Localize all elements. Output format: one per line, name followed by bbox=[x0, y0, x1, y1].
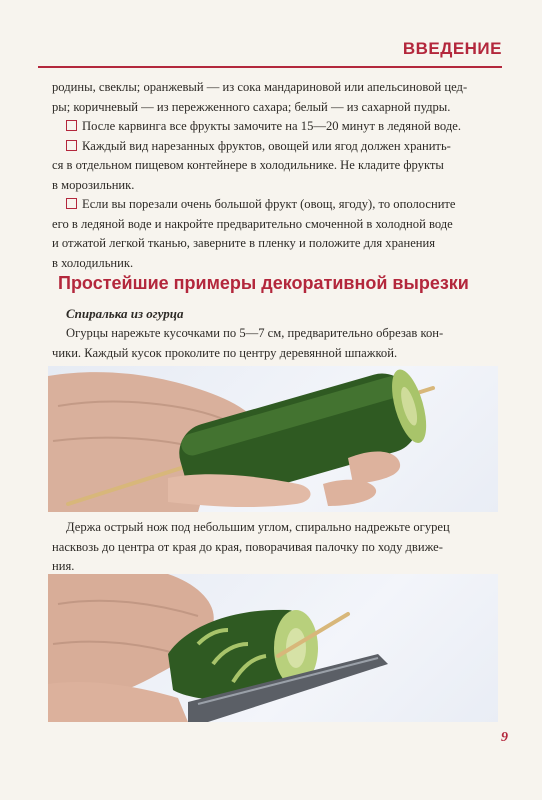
tip-text: После карвинга все фрукты замочите на 15—20 минут в ледяной воде. bbox=[82, 119, 461, 133]
paragraph-line: родины, свеклы; оранжевый — из сока мандариновой или апельсиновой цед- bbox=[52, 80, 468, 94]
page-header bbox=[0, 36, 542, 70]
checkbox-bullet-icon bbox=[66, 198, 77, 209]
tip-paragraph bbox=[52, 195, 500, 215]
paragraph-line: чики. Каждый кусок проколите по центру деревянной шпажкой. bbox=[52, 345, 398, 360]
header-rule bbox=[38, 66, 502, 68]
checkbox-bullet-icon bbox=[66, 140, 77, 151]
cucumber-cutting-photo bbox=[48, 574, 498, 722]
tip-text: Каждый вид нарезанных фруктов, овощей или ягод должен хранить- bbox=[82, 138, 451, 153]
paragraph-line: насквозь до центра от края до края, поворачивая палочку по ходу движе- bbox=[52, 539, 443, 554]
paragraph-line: в морозильник. bbox=[52, 177, 135, 192]
tip-paragraph bbox=[52, 137, 500, 157]
tip-text: Если вы порезали очень большой фрукт (овощ, ягоду), то ополосните bbox=[82, 197, 456, 211]
tip-paragraph bbox=[52, 117, 500, 137]
step2-text bbox=[52, 518, 500, 577]
paragraph-line: в холодильник. bbox=[52, 255, 134, 270]
cucumber-cutting-illustration bbox=[48, 574, 498, 722]
page-number: 9 bbox=[501, 730, 508, 745]
recipe-subheading: Спиралька из огурца bbox=[66, 306, 184, 321]
paragraph-line: ся в отдельном пищевом контейнере в холодильнике. Не кладите фрукты bbox=[52, 158, 444, 172]
paragraph-line: Огурцы нарежьте кусочками по 5—7 см, предварительно обрезав кон- bbox=[66, 326, 444, 340]
paragraph-line: и отжатой легкой тканью, заверните в пленку и положите для хранения bbox=[52, 236, 436, 250]
paragraph-line: ния. bbox=[52, 559, 75, 573]
paragraph-line: его в ледяной воде и накройте предварительно смоченной в холодной воде bbox=[52, 216, 453, 231]
paragraph-line: ры; коричневый — из пережженного сахара; белый — из сахарной пудры. bbox=[52, 99, 451, 114]
step1-text bbox=[52, 324, 500, 363]
section-title: Простейшие примеры декоративной вырезки bbox=[58, 273, 469, 293]
chapter-title: ВВЕДЕНИЕ bbox=[402, 39, 502, 58]
checkbox-bullet-icon bbox=[66, 120, 77, 131]
cucumber-skewer-photo bbox=[48, 366, 498, 512]
paragraph-line: Держа острый нож под небольшим углом, спирально надрежьте огурец bbox=[66, 520, 450, 534]
intro-text bbox=[52, 78, 500, 273]
cucumber-skewer-illustration bbox=[48, 366, 498, 512]
